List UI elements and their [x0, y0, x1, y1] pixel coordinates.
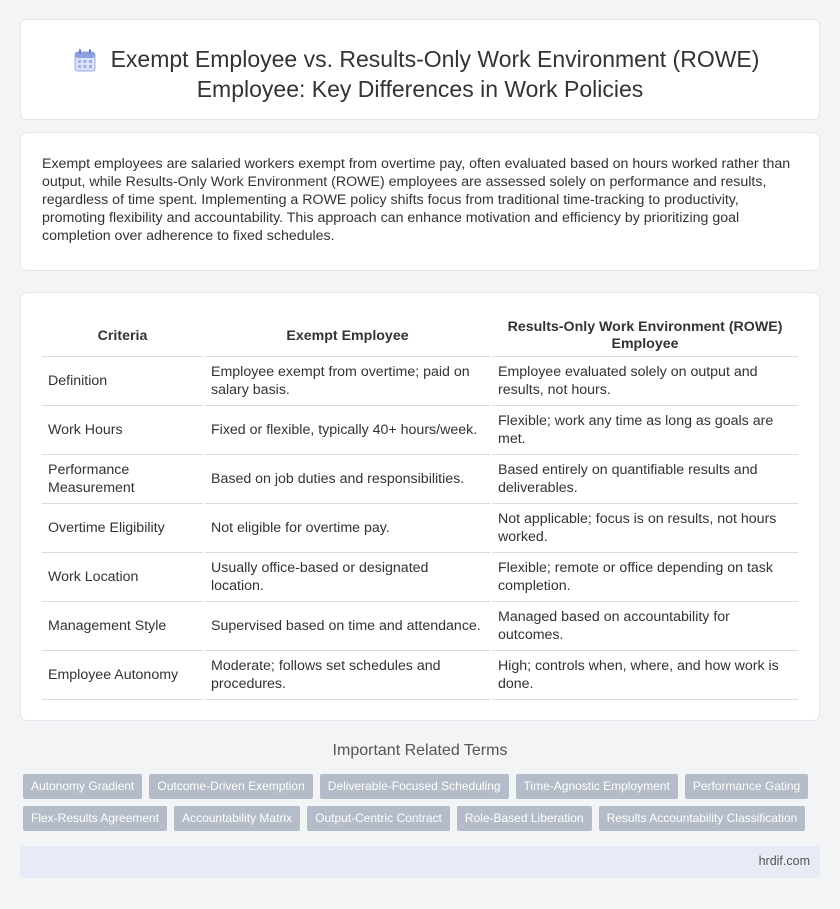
row-criteria: Work Hours — [42, 405, 204, 454]
table-row — [42, 356, 798, 405]
table-row — [42, 454, 798, 503]
row-exempt: Employee exempt from overtime; paid on salary basis. — [204, 356, 491, 405]
page-title — [21, 44, 819, 104]
row-criteria: Work Location — [42, 552, 204, 601]
intro-paragraph: Exempt employees are salaried workers exempt from overtime pay, often evaluated based on hours worked rather than output, while Results-Only Work Environment (ROWE) employees are assessed solely on performance and results, regardless of time spent. Implementing a ROWE policy shifts focus from traditional time-tracking to productivity, promoting flexibility and accountability. This approach can enhance motivation and efficiency by prioritizing goal completion over adherence to fixed schedules. — [42, 156, 791, 244]
related-terms — [23, 774, 823, 838]
table-row — [42, 405, 798, 454]
row-rowe: Managed based on accountability for outcomes. — [491, 601, 798, 650]
row-exempt: Moderate; follows set schedules and procedures. — [204, 650, 491, 699]
tag-row-1 — [23, 774, 823, 799]
row-rowe: Not applicable; focus is on results, not hours worked. — [491, 503, 798, 552]
related-term-tag[interactable]: Deliverable-Focused Scheduling — [320, 774, 509, 799]
header-card — [20, 19, 820, 120]
row-exempt: Based on job duties and responsibilities. — [204, 454, 491, 503]
related-term-tag[interactable]: Accountability Matrix — [174, 806, 300, 831]
related-term-tag[interactable]: Outcome-Driven Exemption — [149, 774, 312, 799]
related-term-tag[interactable]: Time-Agnostic Employment — [516, 774, 678, 799]
table-row — [42, 503, 798, 552]
row-rowe: High; controls when, where, and how work is done. — [491, 650, 798, 699]
related-terms-title: Important Related Terms — [332, 742, 508, 759]
row-rowe: Employee evaluated solely on output and results, not hours. — [491, 356, 798, 405]
table-row — [42, 552, 798, 601]
row-exempt: Supervised based on time and attendance. — [204, 601, 491, 650]
table-row — [42, 650, 798, 699]
header-rowe: Results-Only Work Environment (ROWE) Employee — [491, 317, 798, 356]
title-line-2: Employee: Key Differences in Work Policies — [196, 76, 644, 102]
row-criteria: Employee Autonomy — [42, 650, 204, 699]
related-term-tag[interactable]: Flex-Results Agreement — [23, 806, 167, 831]
footer-site[interactable]: hrdif.com — [758, 854, 810, 868]
header-exempt: Exempt Employee — [204, 317, 491, 356]
row-exempt: Fixed or flexible, typically 40+ hours/week. — [204, 405, 491, 454]
title-line-1: Exempt Employee vs. Results-Only Work Environment (ROWE) — [110, 46, 760, 72]
comparison-table — [42, 317, 798, 700]
header-criteria: Criteria — [42, 317, 204, 356]
intro-card — [20, 132, 820, 271]
footer-bar — [20, 846, 820, 878]
related-term-tag[interactable]: Output-Centric Contract — [307, 806, 450, 831]
related-term-tag[interactable]: Role-Based Liberation — [457, 806, 592, 831]
row-exempt: Not eligible for overtime pay. — [204, 503, 491, 552]
row-criteria: Management Style — [42, 601, 204, 650]
row-criteria: Overtime Eligibility — [42, 503, 204, 552]
row-criteria: Performance Measurement — [42, 454, 204, 503]
table-row — [42, 601, 798, 650]
related-term-tag[interactable]: Results Accountability Classification — [599, 806, 806, 831]
row-rowe: Based entirely on quantifiable results and deliverables. — [491, 454, 798, 503]
related-term-tag[interactable]: Autonomy Gradient — [23, 774, 142, 799]
related-term-tag[interactable]: Performance Gating — [685, 774, 808, 799]
row-exempt: Usually office-based or designated location. — [204, 552, 491, 601]
comparison-card — [20, 292, 820, 721]
row-criteria: Definition — [42, 356, 204, 405]
table-header-row — [42, 317, 798, 356]
row-rowe: Flexible; work any time as long as goals are met. — [491, 405, 798, 454]
tag-row-2 — [23, 806, 823, 831]
row-rowe: Flexible; remote or office depending on task completion. — [491, 552, 798, 601]
